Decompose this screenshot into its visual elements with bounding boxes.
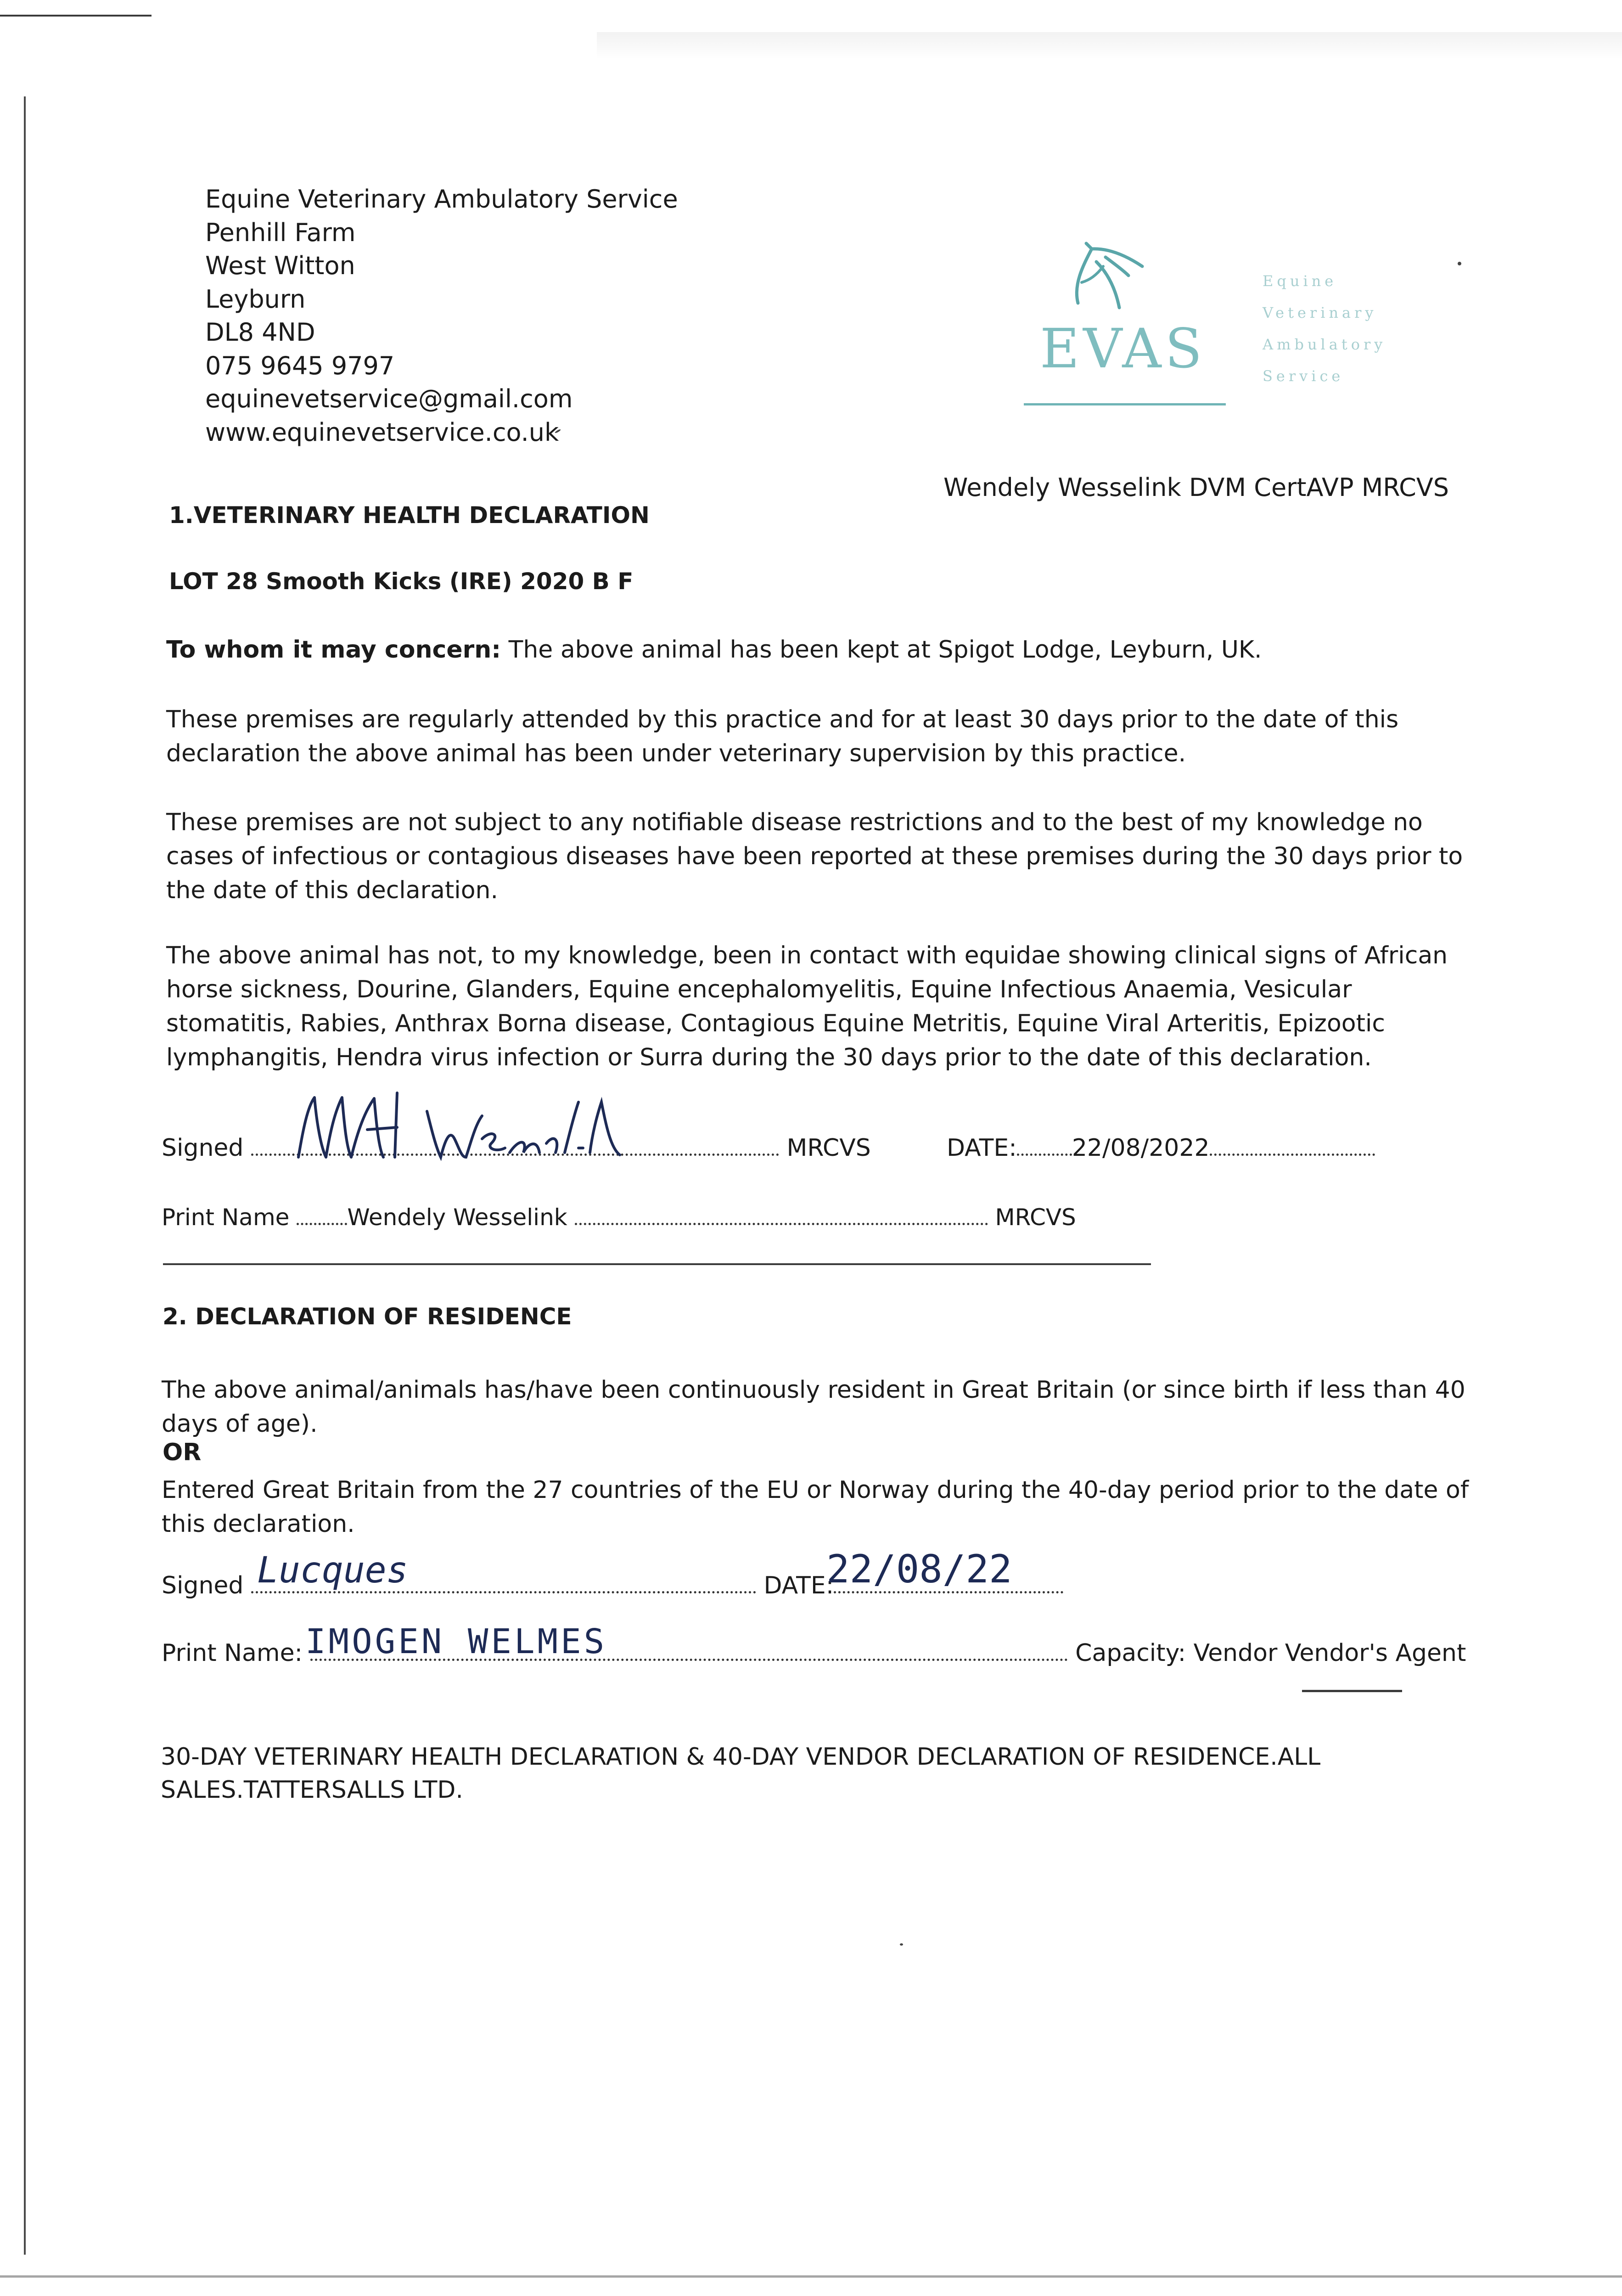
date-value: 22/08/2022	[1072, 1134, 1210, 1162]
section-divider	[163, 1263, 1151, 1265]
lot-line: LOT 28 Smooth Kicks (IRE) 2020 B F	[169, 568, 634, 595]
vendor-signature: Lucques	[257, 1550, 408, 1591]
capacity-label: Capacity: Vendor Vendor's Agent	[1075, 1639, 1466, 1667]
address-postcode: DL8 4ND	[205, 318, 315, 347]
section1-heading: 1.VETERINARY HEALTH DECLARATION	[169, 502, 650, 529]
date-label: DATE:	[947, 1134, 1017, 1162]
logo-underline	[1024, 403, 1226, 405]
vet-date-line	[947, 1134, 1375, 1162]
paragraph: The above animal/animals has/have been continuously resident in Great Britain (or since birth if less than 40 days of age).	[162, 1376, 1465, 1438]
logo-word: Veterinary	[1263, 304, 1377, 321]
concern-lead: To whom it may concern:	[166, 636, 501, 664]
print-name-suffix: MRCVS	[995, 1204, 1076, 1231]
address-website: www.equinevetservice.co.uk	[205, 417, 559, 447]
logo-word: Ambulatory	[1263, 336, 1386, 353]
print-name-dots	[297, 1219, 347, 1225]
logo-word: Service	[1263, 367, 1344, 385]
practice-name: Equine Veterinary Ambulatory Service	[205, 185, 678, 214]
vendor-date-value: 22/08/22	[826, 1547, 1012, 1592]
signed-label: Signed	[162, 1134, 244, 1162]
paragraph: Entered Great Britain from the 27 countries of the EU or Norway during the 40-day period prior to the date of this declaration.	[162, 1476, 1469, 1538]
section2-heading: 2. DECLARATION OF RESIDENCE	[163, 1303, 572, 1330]
date-dots	[1017, 1150, 1072, 1156]
or-label: OR	[163, 1439, 202, 1466]
concern-text: The above animal has been kept at Spigot Lodge, Leyburn, UK.	[501, 636, 1262, 664]
vet-signature	[289, 1088, 647, 1171]
print-name-value: Wendely Wesselink	[347, 1204, 567, 1231]
scan-shade	[597, 32, 1622, 60]
footer-line: SALES.TATTERSALLS LTD.	[161, 1776, 463, 1804]
logo-words	[1263, 265, 1386, 392]
print-name-label: Print Name	[162, 1204, 290, 1231]
scan-edge-bottom	[0, 2275, 1622, 2278]
paragraph: These premises are regularly attended by this practice and for at least 30 days prior to the date of this declaration the above animal has been under veterinary supervision by this practice.	[166, 706, 1399, 767]
date-label: DATE:	[763, 1572, 834, 1599]
vet-print-name-line	[162, 1204, 1076, 1231]
address-line: Penhill Farm	[205, 218, 356, 247]
print-name-label: Print Name:	[162, 1639, 303, 1667]
capacity-underline	[1302, 1690, 1402, 1692]
scan-edge-left	[24, 96, 26, 2255]
logo-word: Equine	[1263, 272, 1337, 290]
footer-note	[161, 1740, 1354, 1806]
address-email: equinevetservice@gmail.com	[205, 384, 573, 413]
signed-label: Signed	[162, 1572, 244, 1599]
vet-name: Wendely Wesselink DVM CertAVP MRCVS	[943, 473, 1449, 502]
vendor-print-name-value: IMOGEN WELMES	[305, 1622, 607, 1661]
scan-speck	[1458, 262, 1461, 265]
paragraph: The above animal has not, to my knowledge, been in contact with equidae showing clinical signs of African horse sickness, Dourine, Glanders, Equine encephalomyelitis, Equine Infectious Anaemia, Vesicular stomatitis, Rabies, Anthrax Borna disease, Contagious Equine Metritis, Equine Viral Arteritis, Epizootic lymphangitis, Hendra virus infection or Surra during the 30 days prior to the date of this declaration.	[166, 942, 1448, 1071]
date-dots	[1210, 1150, 1375, 1156]
footer-line: 30-DAY VETERINARY HEALTH DECLARATION & 40-DAY VENDOR DECLARATION OF RESIDENCE.ALL	[161, 1743, 1321, 1771]
print-name-dots	[575, 1219, 988, 1225]
scan-speck	[900, 1943, 903, 1946]
evas-logo	[1024, 239, 1419, 422]
scan-edge-top	[0, 15, 152, 17]
concern-paragraph	[166, 633, 1479, 667]
address-line: West Witton	[205, 251, 355, 280]
address-phone: 075 9645 9797	[205, 351, 395, 380]
practice-address	[205, 183, 756, 449]
address-line: Leyburn	[205, 284, 306, 314]
paragraph: These premises are not subject to any notifiable disease restrictions and to the best of my knowledge no cases of infectious or contagious diseases have been reported at these premises during the 30 days prior to the date of this declaration.	[166, 809, 1463, 904]
logo-abbr: EVAS	[1040, 317, 1206, 380]
signature-suffix: MRCVS	[786, 1134, 871, 1162]
